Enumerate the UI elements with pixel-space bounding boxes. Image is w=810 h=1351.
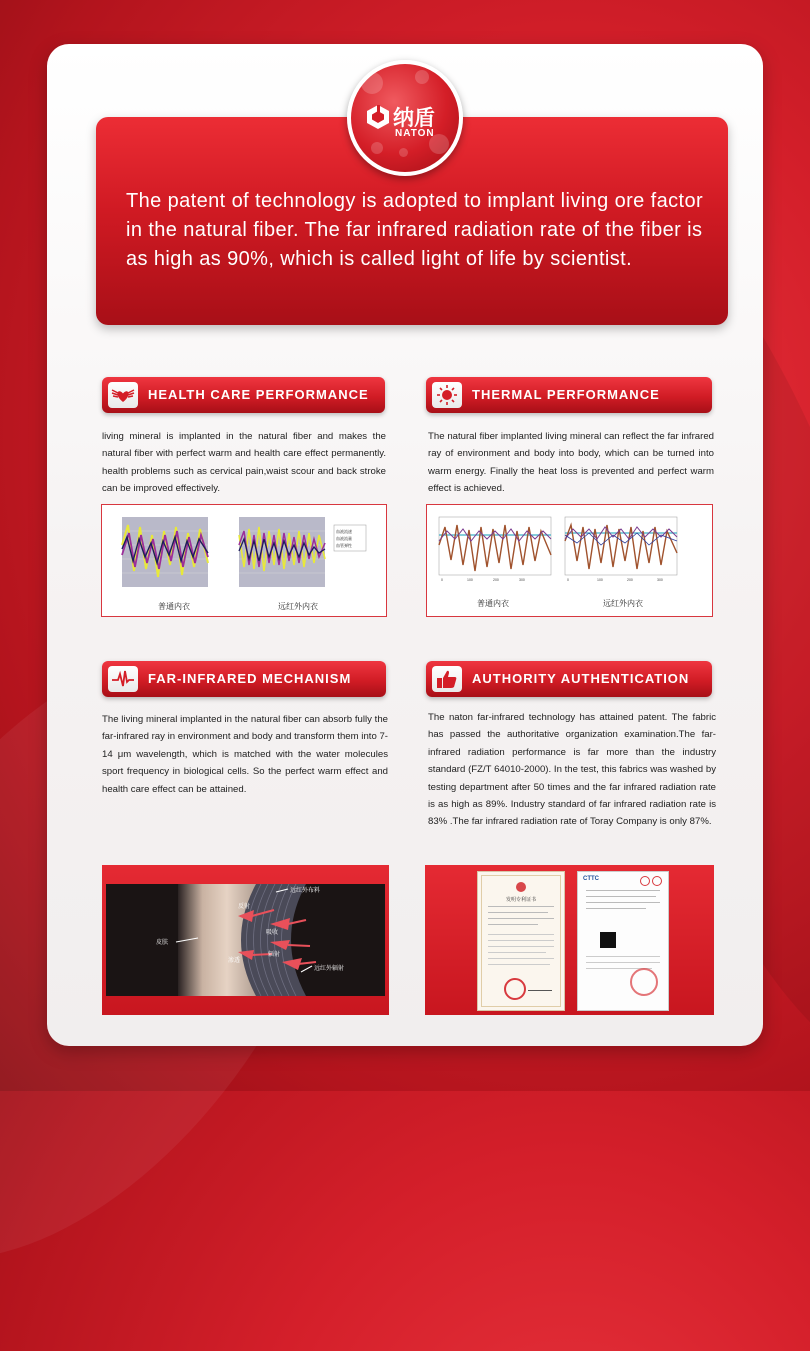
text-line [488,912,548,913]
thermal-section-title: THERMAL PERFORMANCE [472,387,660,402]
legend-item: 血液流量 [336,536,352,541]
health-section-header [102,377,385,413]
label-fabric: 远红外布料 [290,888,321,894]
pulse-icon [111,668,135,690]
svg-text:300: 300 [657,578,663,582]
legend-item: 血管弹性 [336,543,352,548]
fabric-sample [600,932,616,948]
health-caption-far-ir: 远红外内衣 [278,602,318,611]
label-reflect: 反射 [238,904,251,910]
text-line [586,908,646,909]
mechanism-section-title: FAR-INFRARED MECHANISM [148,671,352,686]
text-line [586,890,660,891]
health-section-title: HEALTH CARE PERFORMANCE [148,387,369,402]
certificate-emblem [516,882,526,892]
hexagon-logo-icon [365,104,391,130]
svg-text:200: 200 [627,578,633,582]
text-line [586,902,660,903]
authority-section-header [426,661,712,697]
hero-text: The patent of technology is adopted to implant living ore factor in the natural fiber. The far infrared radiation rate of the fiber is as high as 90%, which is called light of life by scientist. [126,190,704,270]
health-caption-normal: 普通内衣 [158,602,190,611]
text-line [586,896,656,897]
svg-text:0: 0 [567,578,569,582]
logo-bubble [415,70,429,84]
naton-logo [347,60,463,176]
health-chart-graphic [102,505,386,616]
text-line [488,958,554,959]
authority-figure-frame [425,865,714,1015]
health-icon-box [108,382,138,408]
winged-heart-icon [111,384,135,406]
authority-icon-box [432,666,462,692]
svg-text:300: 300 [519,578,525,582]
thermal-icon-box [432,382,462,408]
svg-text:0: 0 [441,578,443,582]
thermal-chart-figure [426,504,713,617]
red-seal-stamp [630,968,658,996]
thermal-section-text: The natural fiber implanted living mineral can reflect the far infrared ray of environment and body into body, which can be turned into warm energy. Finally the heat loss is prevented and perfect warm effect is achieved. [428,431,714,495]
text-line [586,962,660,963]
mechanism-section-header [102,661,386,697]
logo-english: NATON [395,128,435,139]
logo-bubble [371,142,383,154]
report-emblem [640,876,650,886]
svg-text:100: 100 [467,578,473,582]
label-skin: 皮肤 [156,940,169,946]
logo-bubble [361,72,383,94]
certificate-title: 发明专利证书 [505,897,536,903]
sun-icon [435,384,459,406]
label-penetrate: 渗透 [228,958,241,964]
text-line [488,918,554,919]
text-line [488,940,554,941]
signature-line [528,990,552,991]
test-report [577,871,669,1011]
thumbs-up-icon [435,668,459,690]
label-radiate: 辐射 [268,952,281,958]
text-line [586,956,660,957]
text-line [488,934,554,935]
report-emblem [652,876,662,886]
thermal-caption-normal: 普通内衣 [477,599,509,608]
thermal-chart-graphic [427,505,712,616]
text-line [488,952,546,953]
label-far-ir-radiation: 远红外辐射 [314,966,345,972]
text-line [488,946,554,947]
cttc-logo: CTTC [583,876,599,882]
thermal-caption-far-ir: 远红外内衣 [603,599,643,608]
mechanism-figure-frame [102,865,389,1015]
health-section-text: living mineral is implanted in the natural fiber and makes the natural fiber with perfect warm and health care effect permanently. health problems such as cervical pain,waist scour and back stroke can be improved effectively. [102,431,386,495]
authority-section-title: AUTHORITY AUTHENTICATION [472,671,690,686]
svg-text:200: 200 [493,578,499,582]
logo-bubble [399,148,408,157]
authority-section-text: The naton far-infrared technology has attained patent. The fabric has passed the authoritative organization examination.The far-infrared radiation performance is far more than the industry standard (FZ/T 64010-2000). In the test, this fabrics was washed by testing department after 50 times and the far infrared radiation rate is as high as 89%. Industry standard of far infrared radiation rate is 83% .The far infrared radiation rate of Toray Company is only 87%. [428,712,716,828]
mechanism-icon-box [108,666,138,692]
logo-chinese: 纳盾 [393,107,435,130]
text-line [488,924,538,925]
svg-text:100: 100 [597,578,603,582]
thermal-section-header [426,377,712,413]
label-absorb: 吸收 [266,930,279,936]
text-line [488,964,550,965]
legend-item: 血液流速 [336,529,352,534]
health-chart-figure [101,504,387,617]
mechanism-diagram [106,884,385,996]
patent-certificate [477,871,565,1011]
text-line [488,906,554,907]
mechanism-section-text: The living mineral implanted in the natural fiber can absorb fully the far-infrared ray in environment and body and transform them into 7-14 μm wavelength, which is matched with the water molecules sport frequency in biological cells. So the perfect warm effect and health care effect can be attained. [102,714,388,795]
red-seal-stamp [504,978,526,1000]
